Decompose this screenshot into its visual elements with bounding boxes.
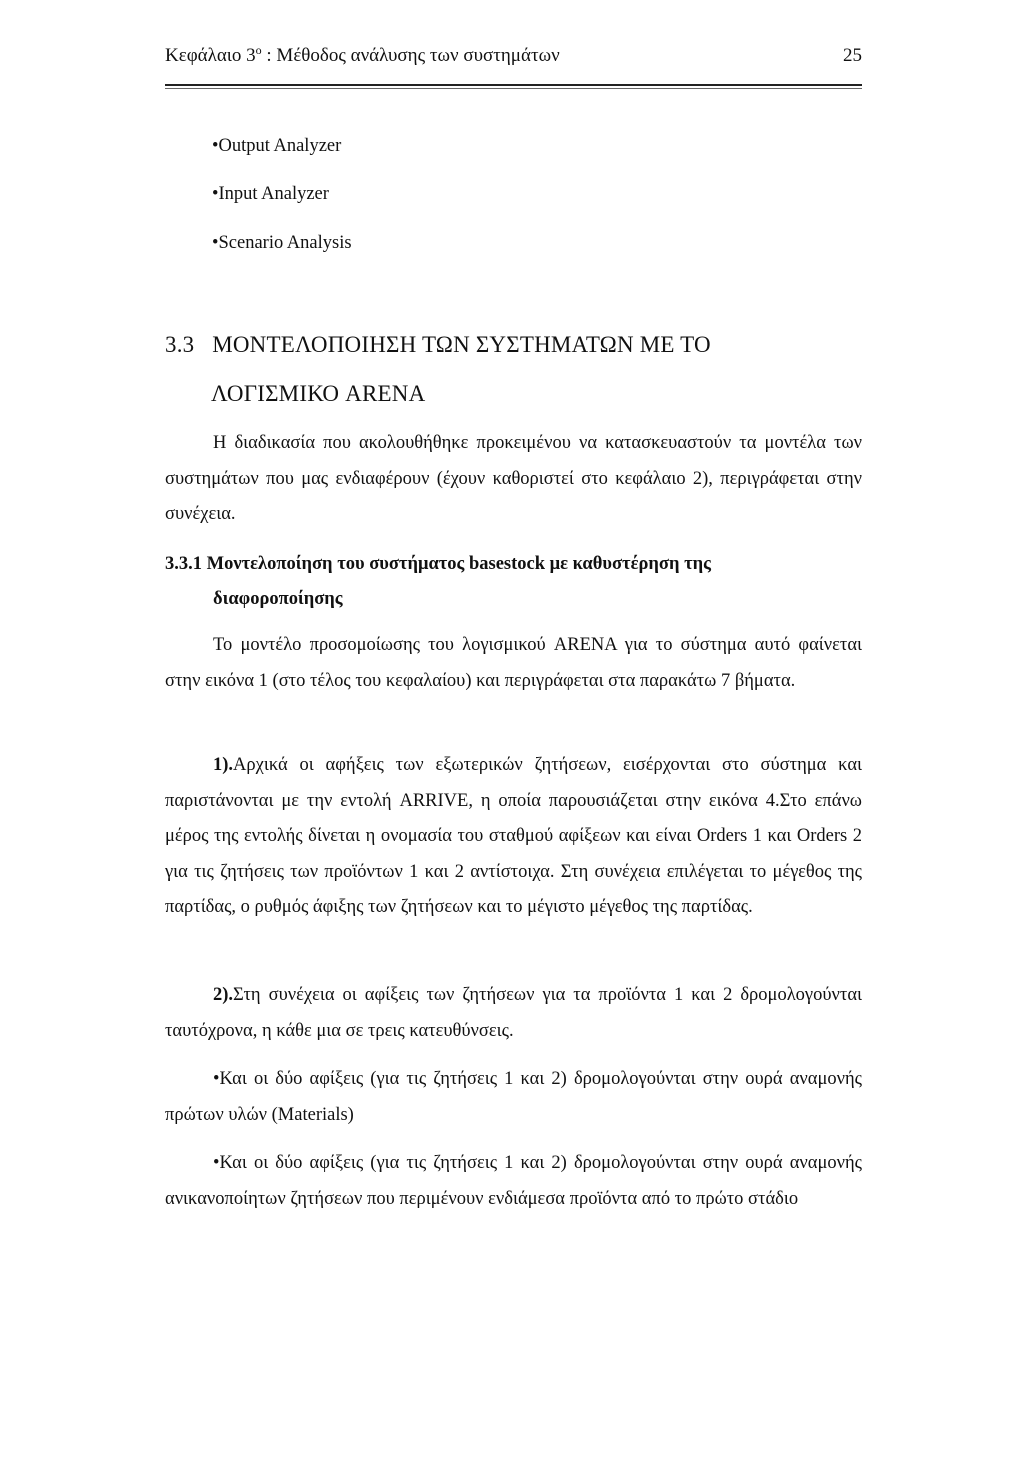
section-intro-text: Η διαδικασία που ακολουθήθηκε προκειμένου να κατασκευαστούν τα μοντέλα των συστημάτων που μας ενδιαφέρουν (έχουν καθοριστεί στο κεφάλαιο 2), περιγράφεται στην συνέχεια. xyxy=(165,433,862,524)
list-item xyxy=(165,1146,862,1217)
step-label: 2). xyxy=(213,985,234,1005)
step-text: Στη συνέχεια οι αφίξεις των ζητήσεων για τα προϊόντα 1 και 2 δρομολογούνται ταυτόχρονα, η κάθε μια σε τρεις κατευθύνσεις. xyxy=(165,985,862,1041)
page-number: 25 xyxy=(843,45,862,66)
header-rule-thin xyxy=(165,88,862,89)
chapter-suffix: : Μέθοδος ανάλυσης των συστημάτων xyxy=(261,45,560,66)
section-intro-paragraph xyxy=(165,426,862,533)
subsection-heading xyxy=(165,547,862,617)
list-item-text: Και οι δύο αφίξεις (για τις ζητήσεις 1 και 2) δρομολογούνται στην ουρά αναμονής πρώτων υλών (Materials) xyxy=(165,1069,862,1125)
step-text: Αρχικά οι αφήξεις των εξωτερικών ζητήσεων, εισέρχονται στο σύστημα και παριστάνονται με την εντολή ARRIVE, η οποία παρουσιάζεται στην εικόνα 4.Στο επάνω μέρος της εντολής δίνεται η ονομασία του σταθμού αφίξεων και είναι Orders 1 και Orders 2 για τις ζητήσεις των προϊόντων 1 και 2 αντίστοιχα. Στη συνέχεια επιλέγεται το μέγεθος της παρτίδας, ο ρυθμός άφιξης των ζητήσεων και το μέγιστο μέγεθος της παρτίδας. xyxy=(165,755,862,917)
paragraph-step-2 xyxy=(165,978,862,1049)
section-heading xyxy=(165,320,862,418)
chapter-prefix: Κεφάλαιο 3 xyxy=(165,45,256,66)
subsection-title-line2: διαφοροποίησης xyxy=(213,589,343,609)
list-item xyxy=(212,184,329,205)
header-rule-thick xyxy=(165,84,862,86)
subsection-title-line1: Μοντελοποίηση του συστήματος basestock με καθυστέρηση της xyxy=(206,554,711,574)
list-item xyxy=(165,1062,862,1133)
list-item xyxy=(212,136,341,157)
paragraph-step-1 xyxy=(165,748,862,926)
section-title-line2: ΛΟΓΙΣΜΙΚΟ ARENA xyxy=(211,381,426,406)
list-item-text: Input Analyzer xyxy=(218,184,329,204)
paragraph-text: Το μοντέλο προσομοίωσης του λογισμικού ARENA για το σύστημα αυτό φαίνεται στην εικόνα 1 (στο τέλος του κεφαλαίου) και περιγράφεται στα παρακάτω 7 βήματα. xyxy=(165,635,862,691)
chapter-title xyxy=(165,44,560,68)
list-item-text: Scenario Analysis xyxy=(218,233,352,253)
step-label: 1). xyxy=(213,755,234,775)
chapter-superscript: ο xyxy=(255,43,262,57)
subsection-number: 3.3.1 xyxy=(165,554,202,574)
section-number: 3.3 xyxy=(165,332,195,357)
list-item-text: Και οι δύο αφίξεις (για τις ζητήσεις 1 και 2) δρομολογούνται στην ουρά αναμονής ανικανοποίητων ζητήσεων που περιμένουν ενδιάμεσα προϊόντα από το πρώτο στάδιο xyxy=(165,1153,862,1209)
paragraph-model-intro xyxy=(165,628,862,699)
list-item xyxy=(212,233,352,254)
section-title-line1: ΜΟΝΤΕΛΟΠΟΙΗΣΗ ΤΩΝ ΣΥΣΤΗΜΑΤΩΝ ΜΕ ΤΟ xyxy=(212,332,711,357)
list-item-text: Output Analyzer xyxy=(218,136,342,156)
